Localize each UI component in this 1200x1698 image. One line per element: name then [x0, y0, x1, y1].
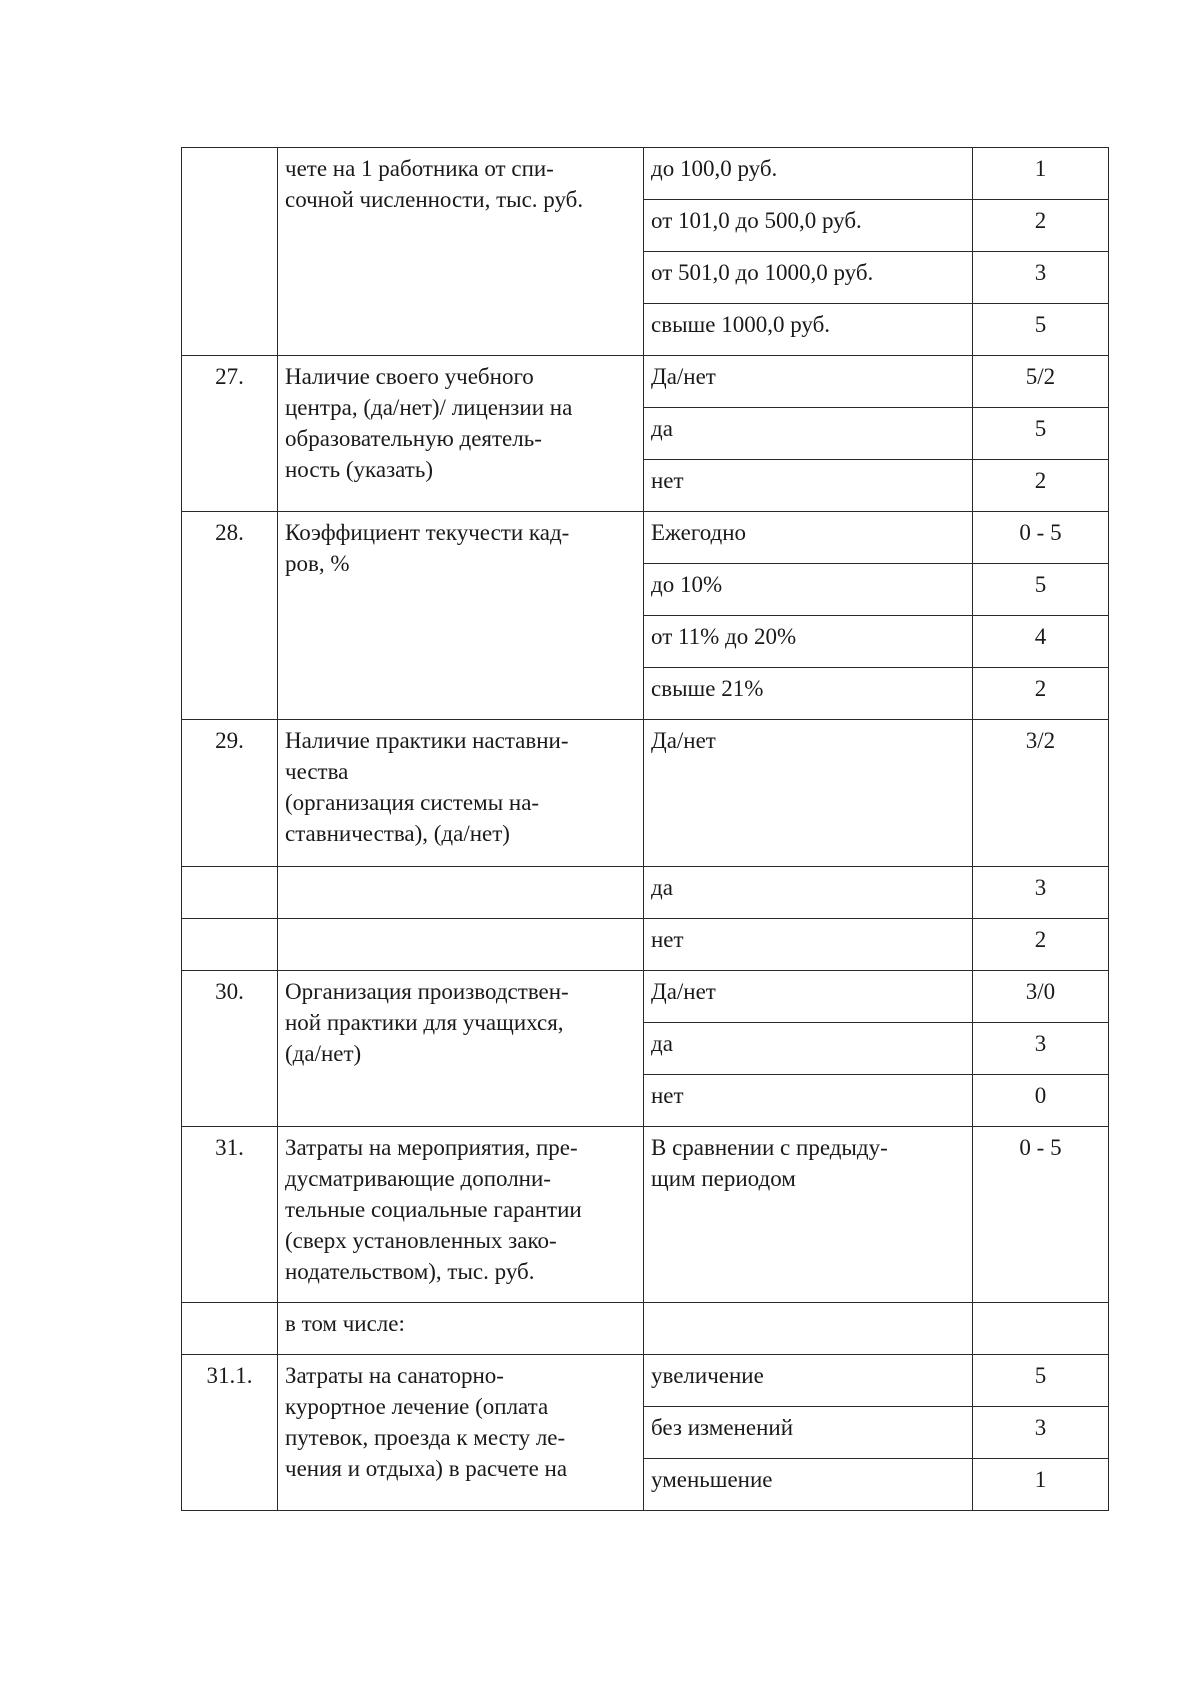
option-text: да	[644, 408, 973, 460]
table-row	[182, 356, 1109, 408]
score-value: 5	[973, 564, 1109, 616]
score-value: 0 - 5	[973, 1127, 1109, 1303]
empty-cell	[182, 919, 278, 971]
score-value: 1	[973, 1459, 1109, 1511]
score-value: 5/2	[973, 356, 1109, 408]
score-value: 3	[973, 867, 1109, 919]
table-row	[182, 512, 1109, 564]
option-text: да	[644, 1023, 973, 1075]
option-text: Ежегодно	[644, 512, 973, 564]
score-value: 2	[973, 200, 1109, 252]
option-text	[644, 1303, 973, 1355]
table-row	[182, 1127, 1109, 1303]
criterion-name: Затраты на мероприятия, пре- дусматривающие дополни- тельные социальные гарантии (сверх установленных зако- нодательством), тыс. руб.	[278, 1127, 644, 1303]
criterion-name: чете на 1 работника от спи- сочной численности, тыс. руб.	[278, 148, 644, 356]
score-value: 3	[973, 1407, 1109, 1459]
score-value: 2	[973, 460, 1109, 512]
empty-cell	[182, 867, 278, 919]
table-row	[182, 1355, 1109, 1407]
score-value: 3	[973, 252, 1109, 304]
score-value: 2	[973, 668, 1109, 720]
item-number: 29.	[182, 720, 278, 867]
table-row	[182, 720, 1109, 867]
option-text: до 10%	[644, 564, 973, 616]
score-value: 5	[973, 1355, 1109, 1407]
empty-cell	[278, 867, 644, 919]
option-text: Да/нет	[644, 720, 973, 867]
criterion-name: в том числе:	[278, 1303, 644, 1355]
criterion-name: Затраты на санаторно- курортное лечение (оплата путевок, проезда к месту ле- чения и отдыха) в расчете на	[278, 1355, 644, 1511]
item-number	[182, 148, 278, 356]
option-text: да	[644, 867, 973, 919]
empty-cell	[278, 919, 644, 971]
criterion-name: Коэффициент текучести кад- ров, %	[278, 512, 644, 720]
option-text: нет	[644, 1075, 973, 1127]
score-value: 2	[973, 919, 1109, 971]
item-number: 31.	[182, 1127, 278, 1303]
score-value: 5	[973, 304, 1109, 356]
table-row	[182, 971, 1109, 1023]
option-text: свыше 1000,0 руб.	[644, 304, 973, 356]
option-text: Да/нет	[644, 971, 973, 1023]
score-value: 3/2	[973, 720, 1109, 867]
score-value: 0 - 5	[973, 512, 1109, 564]
option-text: до 100,0 руб.	[644, 148, 973, 200]
option-text: нет	[644, 919, 973, 971]
table-row	[182, 148, 1109, 200]
option-text: Да/нет	[644, 356, 973, 408]
item-number	[182, 1303, 278, 1355]
score-value: 0	[973, 1075, 1109, 1127]
score-value	[973, 1303, 1109, 1355]
criterion-name: Наличие практики наставни- чества (организация системы на- ставничества), (да/нет)	[278, 720, 644, 867]
option-text: увеличение	[644, 1355, 973, 1407]
score-value: 4	[973, 616, 1109, 668]
option-text: от 501,0 до 1000,0 руб.	[644, 252, 973, 304]
option-text: от 101,0 до 500,0 руб.	[644, 200, 973, 252]
item-number: 27.	[182, 356, 278, 512]
table-row	[182, 1303, 1109, 1355]
criteria-table	[181, 147, 1109, 1511]
score-value: 3/0	[973, 971, 1109, 1023]
item-number: 30.	[182, 971, 278, 1127]
table-row	[182, 919, 1109, 971]
option-text: нет	[644, 460, 973, 512]
option-text: свыше 21%	[644, 668, 973, 720]
score-value: 5	[973, 408, 1109, 460]
option-text: В сравнении с предыду- щим периодом	[644, 1127, 973, 1303]
criterion-name: Наличие своего учебного центра, (да/нет)/ лицензии на образовательную деятель- ность (указать)	[278, 356, 644, 512]
item-number: 28.	[182, 512, 278, 720]
score-value: 1	[973, 148, 1109, 200]
table-row	[182, 867, 1109, 919]
score-value: 3	[973, 1023, 1109, 1075]
option-text: уменьшение	[644, 1459, 973, 1511]
item-number: 31.1.	[182, 1355, 278, 1511]
criterion-name: Организация производствен- ной практики для учащихся, (да/нет)	[278, 971, 644, 1127]
option-text: без изменений	[644, 1407, 973, 1459]
option-text: от 11% до 20%	[644, 616, 973, 668]
